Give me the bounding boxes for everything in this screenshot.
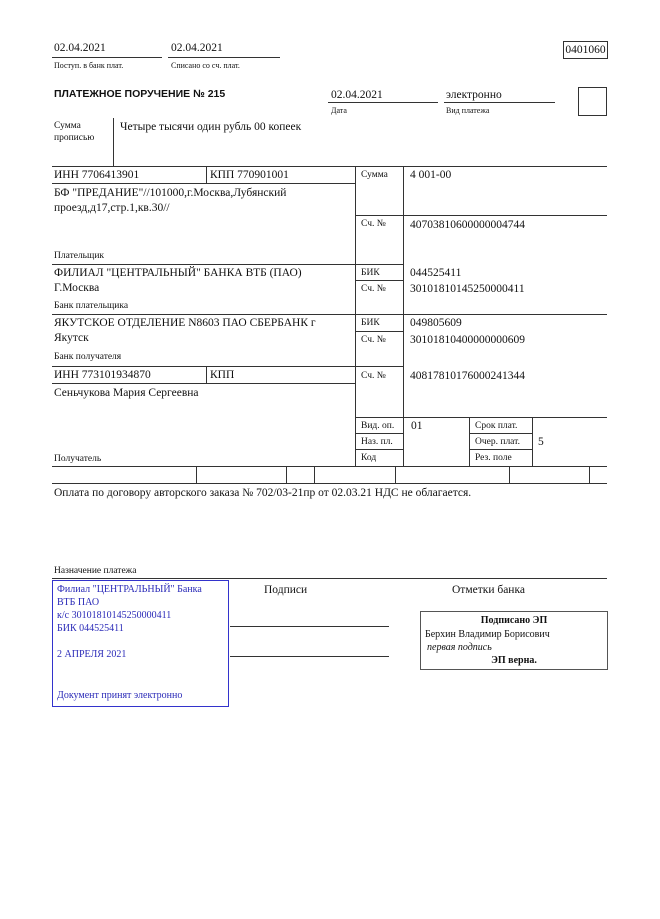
e-signature-role: первая подпись	[427, 642, 492, 653]
grid-line	[395, 466, 396, 483]
e-signature-title: Подписано ЭП	[480, 615, 548, 626]
amount-words-label-1: Сумма	[54, 121, 81, 131]
payer-bank-account: 30101810145250000411	[410, 283, 525, 295]
page-title: ПЛАТЕЖНОЕ ПОРУЧЕНИЕ № 215	[54, 88, 226, 100]
reserve-label: Рез. поле	[475, 453, 512, 463]
payee-bank-account: 30101810400000000609	[410, 334, 525, 346]
grid-line	[286, 466, 287, 483]
grid-line	[355, 417, 607, 418]
payer-label: Плательщик	[54, 251, 105, 261]
payer-kpp: КПП 770901001	[210, 169, 289, 181]
payer-bank-label: Банк плательщика	[54, 301, 129, 311]
grid-line	[206, 366, 207, 383]
payee-bank-account-label: Сч. №	[361, 335, 386, 345]
order-date: 02.04.2021	[331, 89, 383, 101]
payee-inn: ИНН 773101934870	[54, 369, 151, 381]
payee-kpp: КПП	[210, 369, 235, 381]
e-signature-box	[420, 611, 608, 670]
order-date-line	[328, 102, 438, 103]
grid-line	[355, 449, 403, 450]
payer-bik: 044525411	[410, 267, 462, 279]
payment-type-line	[444, 102, 555, 103]
grid-line	[52, 578, 607, 579]
payee-bik: 049805609	[410, 317, 462, 329]
signatures-label: Подписи	[264, 584, 308, 596]
purpose-text: Оплата по договору авторского заказа № 702/03-21пр от 02.03.21 НДС не облагается.	[54, 487, 472, 499]
payer-inn: ИНН 7706413901	[54, 169, 140, 181]
grid-line	[509, 466, 510, 483]
payee-bik-label: БИК	[361, 318, 380, 328]
payer-account: 40703810600000004744	[410, 219, 525, 231]
divider	[113, 118, 114, 166]
payer-bank-name-2: Г.Москва	[54, 282, 100, 294]
payee-bank-name-2: Якутск	[54, 332, 89, 344]
grid-line	[589, 466, 590, 483]
form-code: 0401060	[563, 41, 608, 59]
op-type: 01	[411, 420, 423, 432]
grid-line	[52, 383, 355, 384]
grid-line	[469, 417, 470, 466]
payee-bank-name-1: ЯКУТСКОЕ ОТДЕЛЕНИЕ N8603 ПАО СБЕРБАНК г	[54, 317, 316, 329]
amount-words-value: Четыре тысячи один рубль 00 копеек	[120, 121, 302, 133]
signature-line-2	[230, 656, 389, 657]
stamp-footer: Документ принят электронно	[57, 690, 183, 701]
grid-line	[206, 166, 207, 183]
payer-name-1: БФ "ПРЕДАНИЕ"//101000,г.Москва,Лубянский	[54, 187, 287, 199]
stamp-line-4: БИК 044525411	[57, 623, 124, 634]
received-date: 02.04.2021	[54, 42, 106, 54]
payer-bank-name-1: ФИЛИАЛ "ЦЕНТРАЛЬНЫЙ" БАНКА ВТБ (ПАО)	[54, 267, 302, 279]
payee-account-label: Сч. №	[361, 371, 386, 381]
received-date-label: Поступ. в банк плат.	[54, 61, 124, 70]
payer-account-label: Сч. №	[361, 219, 386, 229]
grid-line	[355, 280, 403, 281]
stamp-date: 2 АПРЕЛЯ 2021	[57, 649, 127, 660]
grid-line	[532, 417, 533, 466]
purpose-label: Назначение платежа	[54, 566, 137, 576]
grid-line	[314, 466, 315, 483]
received-date-line	[52, 57, 162, 58]
bank-stamp	[52, 580, 229, 707]
e-signature-signer: Берхин Владимир Борисович	[425, 629, 550, 640]
grid-line	[355, 433, 403, 434]
code-label: Код	[361, 453, 377, 463]
debited-date: 02.04.2021	[171, 42, 223, 54]
payer-bik-label: БИК	[361, 268, 380, 278]
payment-type: электронно	[446, 89, 502, 101]
grid-line	[52, 466, 607, 467]
purpose-code-label: Наз. пл.	[361, 437, 393, 447]
debited-date-line	[168, 57, 280, 58]
op-type-label: Вид. оп.	[361, 421, 395, 431]
amount-words-label-2: прописью	[54, 133, 95, 143]
payer-name-2: проезд,д17,стр.1,кв.30//	[54, 202, 170, 214]
grid-line	[52, 264, 403, 265]
amount-label: Сумма	[361, 170, 388, 180]
stamp-line-1: Филиал "ЦЕНТРАЛЬНЫЙ" Банка	[57, 584, 202, 595]
e-signature-status: ЭП верна.	[491, 655, 537, 666]
payee-label: Получатель	[54, 454, 102, 464]
term-label: Срок плат.	[475, 421, 518, 431]
payee-account: 40817810176000241344	[410, 370, 525, 382]
grid-line	[355, 331, 403, 332]
payee-bank-label: Банк получателя	[54, 352, 122, 362]
payment-type-label: Вид платежа	[446, 106, 490, 115]
payer-bank-account-label: Сч. №	[361, 284, 386, 294]
priority-label: Очер. плат.	[475, 437, 520, 447]
grid-line	[355, 166, 356, 466]
grid-line	[469, 449, 532, 450]
grid-line	[196, 466, 197, 483]
grid-line	[52, 314, 607, 315]
grid-line	[469, 433, 532, 434]
grid-line	[52, 483, 607, 484]
status-box	[578, 87, 607, 116]
stamp-line-3: к/с 30101810145250000411	[57, 610, 172, 621]
stamp-line-2: ВТБ ПАО	[57, 597, 100, 608]
grid-line	[52, 366, 403, 367]
grid-line	[355, 215, 607, 216]
amount-value: 4 001-00	[410, 169, 452, 181]
order-date-label: Дата	[331, 106, 347, 115]
bank-marks-label: Отметки банка	[452, 584, 525, 596]
grid-line	[403, 166, 404, 466]
grid-line	[52, 166, 607, 167]
signature-line-1	[230, 626, 389, 627]
debited-date-label: Списано со сч. плат.	[171, 61, 240, 70]
priority: 5	[538, 436, 544, 448]
grid-line	[52, 183, 355, 184]
payee-name: Сеньчукова Мария Сергеевна	[54, 387, 199, 399]
